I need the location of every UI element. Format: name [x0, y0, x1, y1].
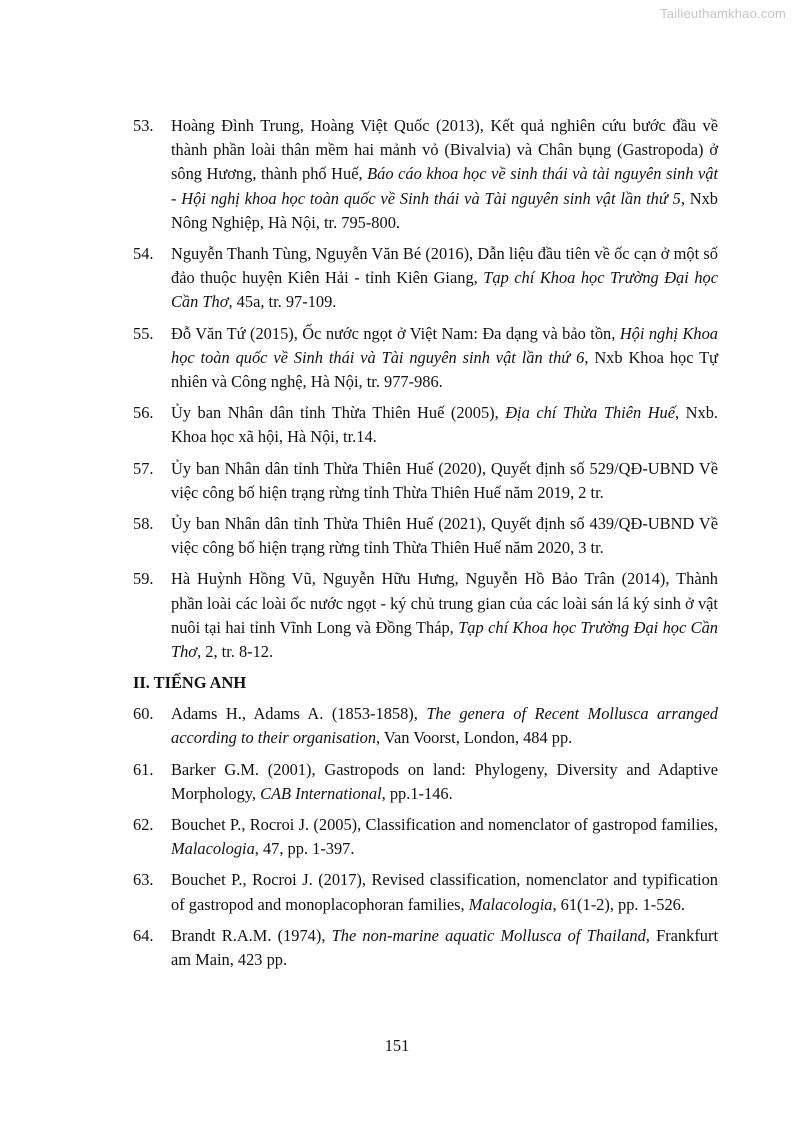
reference-item: [133, 567, 718, 664]
reference-text-part: Đỗ Văn Tứ (2015), Ốc nước ngọt ở Việt Nam: Đa dạng và bảo tồn,: [171, 323, 620, 343]
reference-text: [171, 815, 718, 858]
reference-text-part: , 47, pp. 1-397.: [254, 839, 355, 859]
reference-text: [171, 926, 718, 969]
reference-text-part: Ủy ban Nhân dân tỉnh Thừa Thiên Huế (2021), Quyết định số 439/QĐ-UBND Về việc công bố hiện trạng rừng tỉnh Thừa Thiên Huế năm 2020, 3 tr.: [171, 514, 718, 558]
reference-item: [133, 322, 718, 395]
reference-item: [133, 401, 718, 449]
reference-item: [133, 242, 718, 315]
reference-title-italic: Malacologia: [171, 839, 255, 859]
section-title: II. TIẾNG ANH: [133, 673, 247, 693]
reference-number: 63.: [133, 870, 154, 890]
reference-item: [133, 758, 718, 806]
reference-text: [171, 760, 718, 803]
reference-text: [171, 459, 718, 502]
reference-title-italic: The genera of Recent Mollusca arranged according to their organisation: [171, 704, 718, 748]
reference-item: [133, 114, 718, 235]
reference-text-part: Hoàng Đình Trung, Hoàng Việt Quốc (2013), Kết quả nghiên cứu bước đầu về thành phần loài thân mềm hai mảnh vỏ (Bivalvia) và Chân bụng (Gastropoda) ở sông Hương, thành phố Huế,: [171, 116, 718, 184]
reference-text-part: Bouchet P., Rocroi J. (2017), Revised classification, nomenclator and typification of gastropod and monoplacophoran families,: [171, 870, 718, 914]
reference-text: [171, 244, 718, 311]
reference-number: 56.: [133, 403, 154, 423]
reference-number: 59.: [133, 569, 154, 589]
references-english: [133, 702, 718, 972]
reference-title-italic: The non-marine aquatic Mollusca of Thailand: [331, 925, 646, 945]
reference-text: [171, 403, 718, 446]
reference-title-italic: Hội nghị Khoa học toàn quốc về Sinh thái và Tài nguyên sinh vật lần thứ 6: [171, 323, 718, 367]
reference-text-part: Hà Huỳnh Hồng Vũ, Nguyễn Hữu Hưng, Nguyễn Hồ Bảo Trân (2014), Thành phần loài các loài ốc nước ngọt - ký chủ trung gian của các loài sán lá ký sinh ở vật nuôi tại hai tỉnh Vĩnh Long và Đồng Tháp,: [171, 569, 718, 637]
reference-item: [133, 868, 718, 916]
reference-text-part: Ủy ban Nhân dân tỉnh Thừa Thiên Huế (2020), Quyết định số 529/QĐ-UBND Về việc công bố hiện trạng rừng tỉnh Thừa Thiên Huế năm 2019, 2 tr.: [171, 458, 718, 502]
reference-title-italic: CAB International: [260, 783, 382, 803]
reference-title-italic: Địa chí Thừa Thiên Huế: [505, 403, 676, 423]
reference-text-part: , 2, tr. 8-12.: [197, 642, 274, 662]
reference-text: [171, 870, 718, 913]
reference-list: [133, 114, 718, 979]
reference-text-part: , Nxb Khoa học Tự nhiên và Công nghệ, Hà Nội, tr. 977-986.: [171, 347, 718, 392]
reference-text-part: Ủy ban Nhân dân tỉnh Thừa Thiên Huế (2005),: [171, 403, 506, 423]
reference-title-italic: Malacologia: [468, 894, 553, 914]
reference-text: [171, 704, 718, 747]
reference-text-part: , Frankfurt am Main, 423 pp.: [171, 925, 718, 970]
reference-title-italic: Tạp chí Khoa học Trường Đại học Cần Thơ: [171, 268, 718, 312]
reference-text: [171, 324, 718, 391]
reference-text-part: Adams H., Adams A. (1853-1858),: [171, 704, 427, 724]
reference-number: 57.: [133, 458, 154, 478]
reference-number: 53.: [133, 116, 154, 135]
reference-text-part: Brandt R.A.M. (1974),: [171, 925, 332, 945]
reference-title-italic: Báo cáo khoa học về sinh thái và tài nguyên sinh vật - Hội nghị khoa học toàn quốc về Sinh thái và Tài nguyên sinh vật lần thứ 5: [171, 164, 719, 208]
reference-text-part: , pp.1-146.: [381, 783, 453, 803]
reference-text: [171, 116, 718, 232]
reference-item: [133, 924, 718, 972]
reference-text-part: Nguyễn Thanh Tùng, Nguyễn Văn Bé (2016), Dẫn liệu đầu tiên về ốc cạn ở một số đảo thuộc huyện Kiên Hải - tỉnh Kiên Giang,: [171, 244, 718, 288]
reference-item: [133, 457, 718, 505]
reference-text-part: Barker G.M. (2001), Gastropods on land: Phylogeny, Diversity and Adaptive Morphology,: [171, 759, 718, 803]
reference-text-part: , 61(1-2), pp. 1-526.: [552, 894, 685, 914]
watermark-text: Tailieuthamkhao.com: [660, 6, 786, 21]
reference-title-italic: Tạp chí Khoa học Trường Đại học Cần Thơ: [171, 617, 719, 662]
reference-number: 54.: [133, 244, 154, 264]
reference-number: 58.: [133, 514, 154, 534]
reference-number: 61.: [133, 759, 154, 779]
reference-item: [133, 813, 718, 861]
reference-text: [171, 569, 718, 661]
reference-text-part: , Nxb. Khoa học xã hội, Hà Nội, tr.14.: [171, 403, 718, 447]
reference-text: [171, 514, 718, 557]
reference-text-part: , Van Voorst, London, 484 pp.: [376, 728, 573, 748]
reference-number: 55.: [133, 323, 154, 343]
reference-text-part: , Nxb Nông Nghiệp, Hà Nội, tr. 795-800.: [171, 188, 718, 232]
references-vietnamese: [133, 114, 718, 664]
reference-text-part: , 45a, tr. 97-109.: [228, 292, 337, 312]
page-number: 151: [384, 1036, 410, 1055]
reference-number: 60.: [133, 704, 154, 724]
reference-item: [133, 702, 718, 750]
reference-text-part: Bouchet P., Rocroi J. (2005), Classification and nomenclator of gastropod families,: [171, 815, 718, 835]
reference-item: [133, 512, 718, 560]
reference-number: 64.: [133, 925, 154, 945]
reference-number: 62.: [133, 815, 154, 835]
